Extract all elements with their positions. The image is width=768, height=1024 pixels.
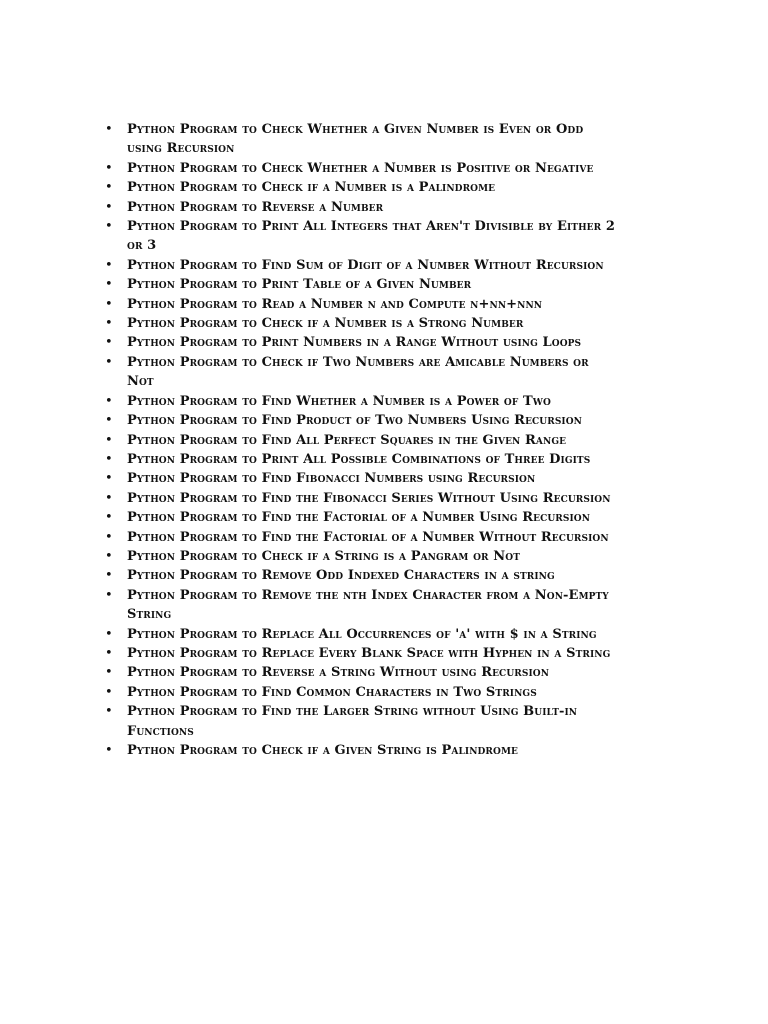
bullet-icon: • [105, 393, 113, 409]
list-item [105, 295, 615, 314]
program-list [105, 120, 615, 760]
list-item [105, 159, 615, 178]
list-item-text: Python Program to Check Whether a Number is Positive or Negative [127, 160, 594, 176]
list-item-text: Python Program to Find the Fibonacci Series Without Using Recursion [127, 490, 611, 506]
list-item-text: Python Program to Find the Factorial of a Number Without Recursion [127, 529, 609, 545]
bullet-icon: • [105, 180, 113, 196]
bullet-icon: • [105, 199, 113, 215]
list-item [105, 256, 615, 275]
list-item-text: Python Program to Reverse a Number [127, 199, 384, 215]
bullet-icon: • [105, 471, 113, 487]
list-item [105, 586, 615, 625]
list-item-text: Python Program to Check if Two Numbers are Amicable Numbers or Not [127, 354, 589, 390]
list-item [105, 275, 615, 294]
list-item-text: Python Program to Remove Odd Indexed Characters in a string [127, 568, 555, 584]
bullet-icon: • [105, 335, 113, 351]
bullet-icon: • [105, 704, 113, 720]
list-item-text: Python Program to Remove the nth Index Character from a Non-Empty String [127, 587, 609, 623]
bullet-icon: • [105, 316, 113, 332]
list-item [105, 508, 615, 527]
list-item [105, 198, 615, 217]
bullet-icon: • [105, 219, 113, 235]
list-item-text: Python Program to Find Fibonacci Numbers using Recursion [127, 471, 536, 487]
list-item-text: Python Program to Reverse a String Without using Recursion [127, 665, 550, 681]
list-item-text: Python Program to Find Whether a Number is a Power of Two [127, 393, 551, 409]
list-item [105, 683, 615, 702]
bullet-icon: • [105, 451, 113, 467]
list-item [105, 392, 615, 411]
list-item [105, 547, 615, 566]
list-item [105, 353, 615, 392]
list-item-text: Python Program to Find All Perfect Squares in the Given Range [127, 432, 567, 448]
list-item [105, 741, 615, 760]
list-item-text: Python Program to Print All Possible Combinations of Three Digits [127, 451, 591, 467]
list-item-text: Python Program to Print All Integers that Aren't Divisible by Either 2 or 3 [127, 219, 615, 254]
list-item [105, 644, 615, 663]
bullet-icon: • [105, 432, 113, 448]
list-item [105, 450, 615, 469]
bullet-icon: • [105, 645, 113, 661]
bullet-icon: • [105, 122, 113, 137]
bullet-icon: • [105, 684, 113, 700]
list-item-text: Python Program to Check if a Number is a Palindrome [127, 180, 496, 196]
bullet-icon: • [105, 529, 113, 545]
list-item [105, 411, 615, 430]
list-item-text: Python Program to Check if a Number is a Strong Number [127, 316, 524, 332]
bullet-icon: • [105, 413, 113, 429]
bullet-icon: • [105, 568, 113, 584]
list-item [105, 333, 615, 352]
bullet-icon: • [105, 490, 113, 506]
list-item-text: Python Program to Find the Larger String without Using Built-in Functions [127, 704, 578, 739]
bullet-icon: • [105, 510, 113, 526]
list-item-text: Python Program to Replace All Occurrences of 'a' with $ in a String [127, 626, 597, 642]
bullet-icon: • [105, 548, 113, 564]
list-item-text: Python Program to Print Table of a Given Number [127, 277, 472, 293]
list-item [105, 625, 615, 644]
bullet-icon: • [105, 160, 113, 176]
list-item [105, 314, 615, 333]
bullet-icon: • [105, 587, 113, 603]
list-item [105, 702, 615, 741]
list-item-text: Python Program to Print Numbers in a Range Without using Loops [127, 335, 582, 351]
list-item [105, 566, 615, 585]
list-item [105, 528, 615, 547]
list-item-text: Python Program to Replace Every Blank Space with Hyphen in a String [127, 645, 611, 661]
bullet-icon: • [105, 296, 113, 312]
list-item-text: Python Program to Find Product of Two Numbers Using Recursion [127, 413, 583, 429]
list-item-text: Python Program to Read a Number n and Compute n+nn+nnn [127, 296, 543, 312]
bullet-icon: • [105, 257, 113, 273]
list-item-text: Python Program to Find Sum of Digit of a Number Without Recursion [127, 257, 604, 273]
list-item [105, 663, 615, 682]
bullet-icon: • [105, 354, 113, 370]
list-item-text: Python Program to Find Common Characters in Two Strings [127, 684, 537, 700]
list-item [105, 431, 615, 450]
bullet-icon: • [105, 277, 113, 293]
bullet-icon: • [105, 743, 113, 758]
list-item [105, 217, 615, 256]
list-item [105, 469, 615, 488]
bullet-icon: • [105, 665, 113, 681]
list-item-text: Python Program to Check Whether a Given Number is Even or Odd using Recursion [127, 122, 584, 157]
list-item [105, 489, 615, 508]
list-item [105, 120, 615, 159]
list-item-text: Python Program to Check if a String is a Pangram or Not [127, 548, 520, 564]
list-item-text: Python Program to Find the Factorial of a Number Using Recursion [127, 510, 591, 526]
list-item [105, 178, 615, 197]
list-item-text: Python Program to Check if a Given String is Palindrome [127, 743, 518, 758]
bullet-icon: • [105, 626, 113, 642]
